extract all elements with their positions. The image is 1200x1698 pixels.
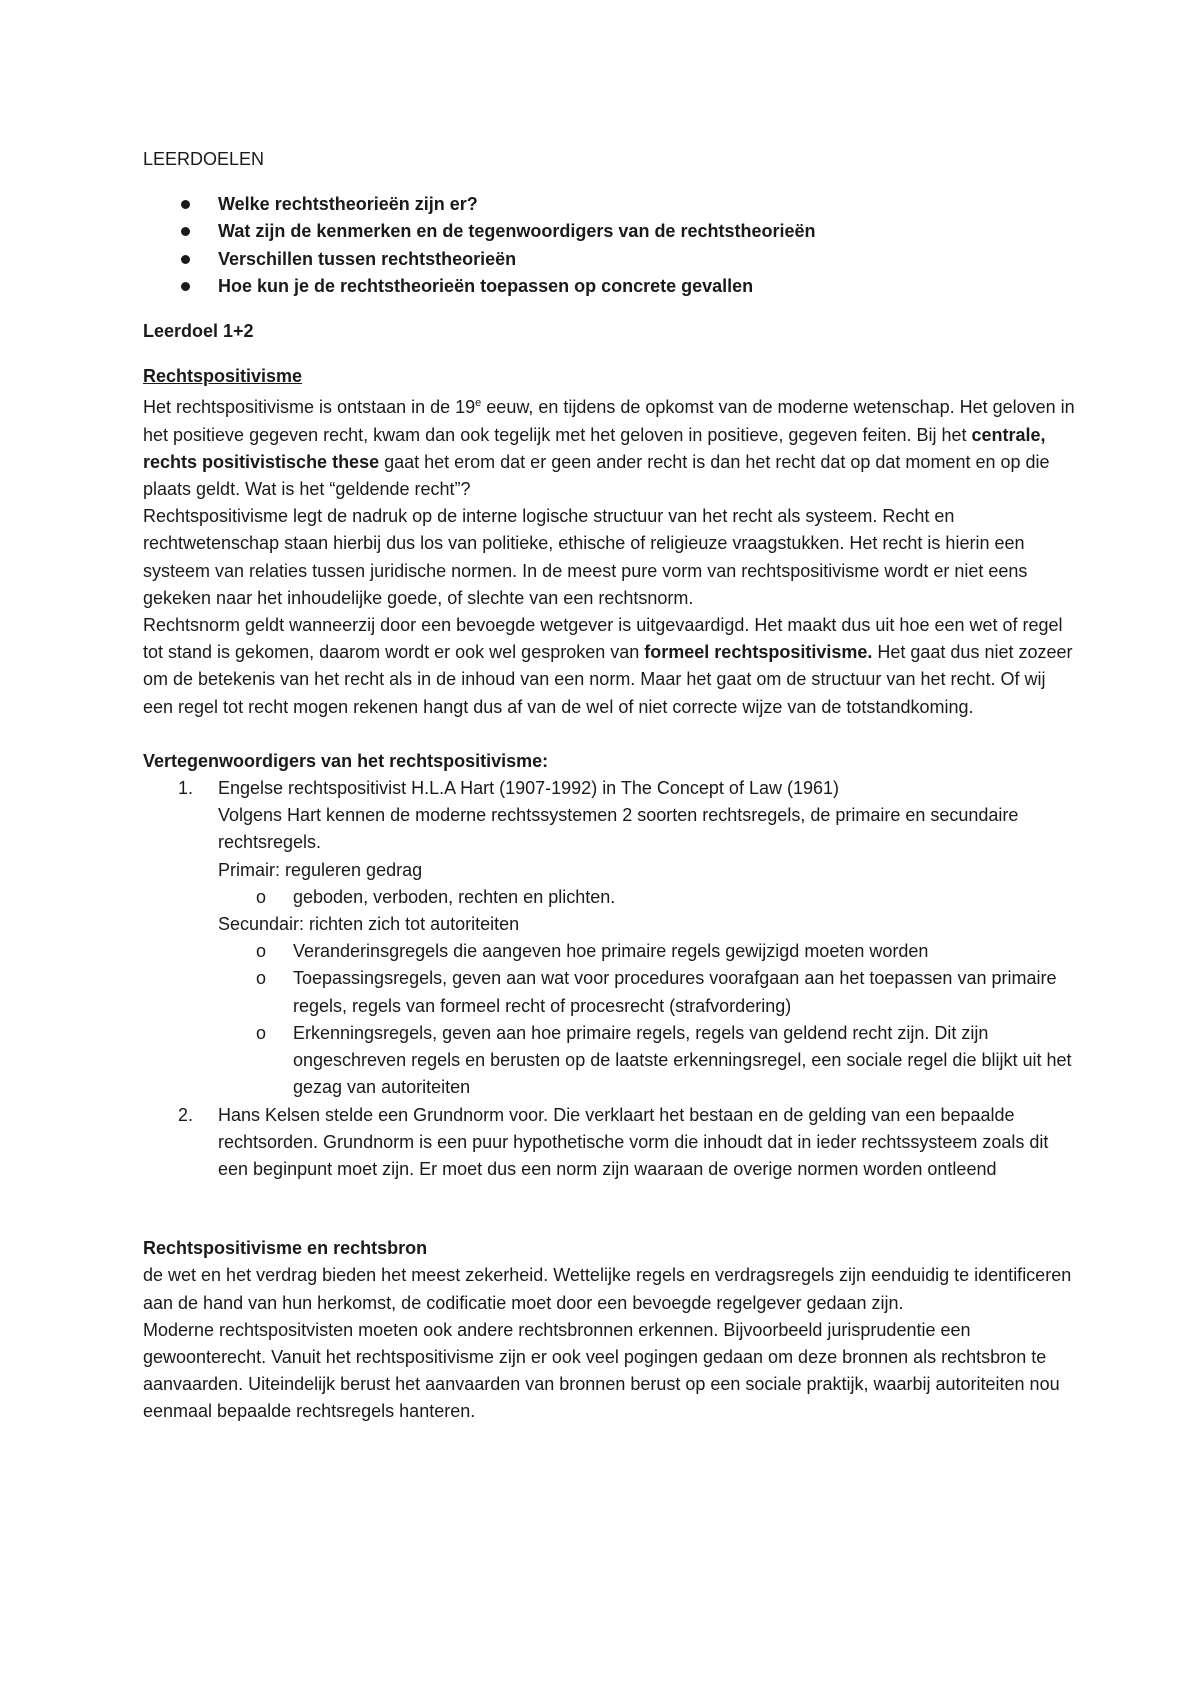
primair-sublist [218,884,1080,911]
list-number: 2. [178,1104,194,1125]
doc-title: LEERDOELEN [143,149,265,169]
sub-item: o Toepassingsregels, geven aan wat voor procedures voorafgaan aan het toepassen van primaire regels, regels van formeel recht of procesrecht (strafvordering) [218,965,1080,1019]
secundair-label: Secundair: richten zich tot autoriteiten [218,914,520,935]
paragraph: Het rechtspositivisme is ontstaan in de 19e eeuw, en tijdens de opkomst van de moderne wetenschap. Het geloven in het positieve gegeven recht, kwam dan ook tegelijk met het geloven in positieve, gegeven feiten. Bij het centrale, rechts positivistische these gaat het erom dat er geen ander recht is dan het recht dat op dat moment en op die plaats geldt. Wat is het “geldende recht”? [143,397,1075,500]
goal-item: Wat zijn de kenmerken en de tegenwoordigers van de rechtstheorieën [143,218,1080,245]
goal-item: Hoe kun je de rechtstheorieën toepassen op concrete gevallen [143,273,1080,300]
list-item-title: Engelse rechtspositivist H.L.A Hart (1907-1992) in The Concept of Law (1961) [218,778,839,799]
paragraph: Rechtsnorm geldt wanneerzij door een bevoegde wetgever is uitgevaardigd. Het maakt dus uit hoe een wet of regel tot stand is gekomen, daarom wordt er ook wel gesproken van formeel rechtspositivisme. Het gaat dus niet zozeer om de betekenis van het recht als in de inhoud van een norm. Maar het gaat om de structuur van het recht. Of wij een regel tot recht mogen rekenen hangt dus af van de wel of niet correcte wijze van de totstandkoming. [143,615,1073,717]
primair-label: Primair: reguleren gedrag [218,859,423,880]
list-number: 1. [178,778,194,799]
list-item [143,775,1080,1101]
sub-item: o Erkenningsregels, geven aan hoe primaire regels, regels van geldend recht zijn. Dit zijn ongeschreven regels en berusten op de laatste erkenningsregel, een sociale regel die blijkt uit het gezag van autoriteiten [218,1020,1080,1102]
sub-bullet-icon: o [256,941,267,962]
section-heading-rechtspositivisme: Rechtspositivisme [143,366,303,387]
paragraph: de wet en het verdrag bieden het meest zekerheid. Wettelijke regels en verdragsregels zijn eenduidig te identificeren aan de hand van hun herkomst, de codificatie moet door een bevoegde regelgever gedaan zijn. [143,1265,1072,1313]
sub-bullet-icon: o [256,1022,267,1043]
list-item [143,1102,1080,1184]
goal-item: Verschillen tussen rechtstheorieën [143,246,1080,273]
sub-bullet-icon: o [256,886,267,907]
sub-item: o geboden, verboden, rechten en plichten. [218,884,1080,911]
leerdoel-heading: Leerdoel 1+2 [143,321,254,342]
sub-bullet-icon: o [256,968,267,989]
list-item-text: Volgens Hart kennen de moderne rechtssystemen 2 soorten rechtsregels, de primaire en secundaire rechtsregels. [218,805,1019,853]
goal-item: Welke rechtstheorieën zijn er? [143,191,1080,218]
representatives-list [143,775,1080,1183]
section-heading-vertegenwoordigers: Vertegenwoordigers van het rechtspositivisme: [143,750,549,771]
learning-goals-list [143,191,1080,300]
sub-item: o Veranderinsgregels die aangeven hoe primaire regels gewijzigd moeten worden [218,938,1080,965]
paragraph: Rechtspositivisme legt de nadruk op de interne logische structuur van het recht als systeem. Recht en rechtwetenschap staan hierbij dus los van politieke, ethische of religieuze vraagstukken. Het recht is hierin een systeem van relaties tussen juridische normen. In de meest pure vorm van rechtspositivisme wordt er niet eens gekeken naar het inhoudelijke goede, of slechte van een rechtsnorm. [143,506,1028,608]
section-heading-rechtsbron: Rechtspositivisme en rechtsbron [143,1238,428,1259]
secundair-sublist [218,938,1080,1101]
list-item-text: Hans Kelsen stelde een Grundnorm voor. Die verklaart het bestaan en de gelding van een bepaalde rechtsorden. Grundnorm is een puur hypothetische vorm die inhoudt dat in ieder rechtssysteem zoals dit een beginpunt moet zijn. Er moet dus een norm zijn waaraan de overige normen worden ontleend [218,1104,1049,1179]
paragraph: Moderne rechtspositvisten moeten ook andere rechtsbronnen erkennen. Bijvoorbeeld jurisprudentie een gewoonterecht. Vanuit het rechtspositivisme zijn er ook veel pogingen gedaan om deze bronnen als rechtsbron te aanvaarden. Uiteindelijk berust het aanvaarden van bronnen berust op een sociale praktijk, waarbij autoriteiten nou eenmaal bepaalde rechtsregels hanteren. [143,1319,1060,1422]
